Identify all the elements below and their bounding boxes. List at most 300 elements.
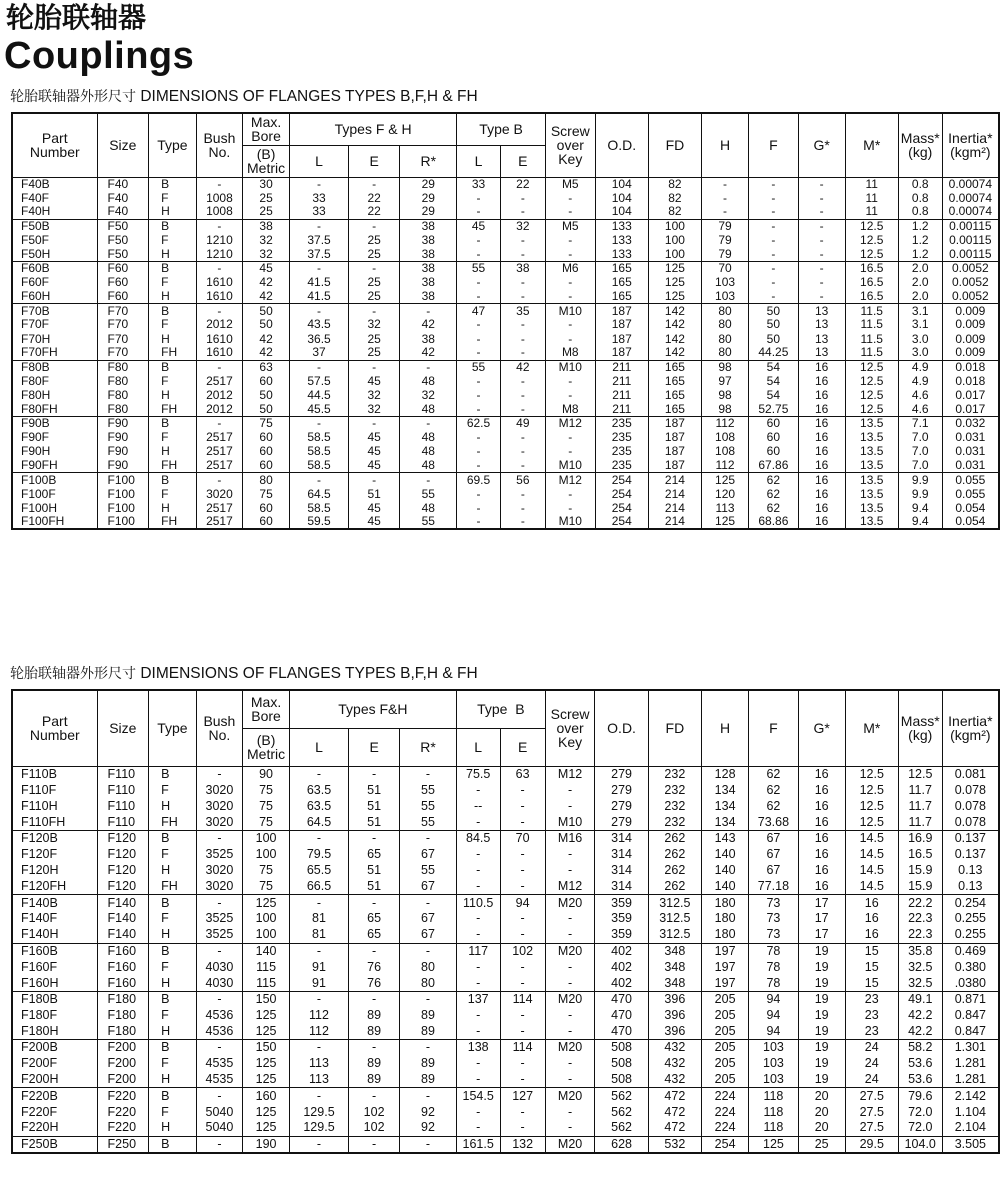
cell-fh-e: 51 xyxy=(349,879,400,895)
cell-part-number: F120F xyxy=(12,846,97,862)
cell-h: 197 xyxy=(702,943,749,959)
cell-fh-l: 44.5 xyxy=(289,388,348,402)
header-fh-l: L xyxy=(289,728,348,766)
cell-inertia: 0.00074 xyxy=(942,177,999,191)
cell-bush-no: - xyxy=(196,304,243,318)
cell-bore-metric: 50 xyxy=(243,318,290,332)
cell-g: 19 xyxy=(798,959,845,975)
cell-b-l: - xyxy=(457,374,500,388)
cell-b-l: - xyxy=(456,1104,500,1120)
cell-screw-over-key: M20 xyxy=(545,1088,595,1104)
cell-b-l: - xyxy=(456,1072,500,1088)
cell-od: 187 xyxy=(595,304,648,318)
cell-fh-r: 42 xyxy=(400,346,457,360)
cell-m: 27.5 xyxy=(845,1120,898,1136)
cell-size: F100 xyxy=(97,473,149,487)
table-row xyxy=(12,911,999,927)
cell-od: 211 xyxy=(595,388,648,402)
cell-bore-metric: 63 xyxy=(243,360,290,374)
cell-bore-metric: 32 xyxy=(243,233,290,247)
table-row xyxy=(12,332,999,346)
cell-screw-over-key: M10 xyxy=(545,360,595,374)
cell-size: F120 xyxy=(97,846,149,862)
cell-mass: 7.0 xyxy=(898,445,942,459)
cell-b-l: - xyxy=(456,1120,500,1136)
cell-fh-r: - xyxy=(400,417,457,431)
cell-od: 104 xyxy=(595,191,648,205)
dimensions-table xyxy=(11,689,1000,1154)
cell-size: F180 xyxy=(97,991,149,1007)
cell-b-e: - xyxy=(500,1072,545,1088)
cell-m: 12.5 xyxy=(845,798,898,814)
cell-type: F xyxy=(149,276,197,290)
header-part-number: Part Number xyxy=(12,690,97,766)
cell-bush-no: 1210 xyxy=(196,233,243,247)
cell-bush-no: 5040 xyxy=(196,1120,243,1136)
cell-type: B xyxy=(149,991,196,1007)
cell-fh-e: - xyxy=(349,219,400,233)
table-row xyxy=(12,262,999,276)
cell-part-number: F90H xyxy=(12,445,97,459)
cell-m: 13.5 xyxy=(845,501,898,515)
cell-type: H xyxy=(149,205,197,219)
cell-mass: 0.8 xyxy=(898,205,942,219)
cell-g: 16 xyxy=(798,846,845,862)
cell-fd: 348 xyxy=(648,959,701,975)
cell-bore-metric: 100 xyxy=(243,846,290,862)
cell-inertia: 1.281 xyxy=(942,1072,999,1088)
cell-fh-e: 45 xyxy=(349,445,400,459)
cell-inertia: 0.017 xyxy=(942,388,999,402)
cell-h: 140 xyxy=(702,879,749,895)
cell-b-l: - xyxy=(457,276,500,290)
cell-part-number: F220F xyxy=(12,1104,97,1120)
cell-od: 359 xyxy=(595,911,648,927)
table-row xyxy=(12,959,999,975)
cell-fd: 165 xyxy=(648,388,701,402)
cell-od: 165 xyxy=(595,290,648,304)
cell-screw-over-key: M8 xyxy=(545,346,595,360)
cell-od: 165 xyxy=(595,276,648,290)
cell-part-number: F80F xyxy=(12,374,97,388)
cell-b-e: - xyxy=(500,814,545,830)
cell-bore-metric: 115 xyxy=(243,975,290,991)
cell-part-number: F220H xyxy=(12,1120,97,1136)
header-bush-no: Bush No. xyxy=(196,113,243,177)
cell-fh-r: 29 xyxy=(400,177,457,191)
cell-type: FH xyxy=(149,403,197,417)
cell-g: 16 xyxy=(798,445,845,459)
cell-screw-over-key: M10 xyxy=(545,515,595,529)
cell-type: H xyxy=(149,927,196,943)
cell-od: 104 xyxy=(595,205,648,219)
cell-type: B xyxy=(149,360,197,374)
cell-mass: 11.7 xyxy=(898,814,942,830)
cell-type: F xyxy=(149,431,197,445)
cell-size: F180 xyxy=(97,1024,149,1040)
cell-od: 211 xyxy=(595,403,648,417)
cell-fh-e: 32 xyxy=(349,403,400,417)
cell-fh-l: 59.5 xyxy=(289,515,348,529)
cell-type: B xyxy=(149,177,197,191)
cell-h: 80 xyxy=(701,318,748,332)
cell-mass: 11.7 xyxy=(898,782,942,798)
table-row xyxy=(12,276,999,290)
cell-mass: 15.9 xyxy=(898,863,942,879)
cell-part-number: F110F xyxy=(12,782,97,798)
header-inertia: Inertia* (kgm²) xyxy=(942,690,999,766)
cell-b-l: - xyxy=(457,487,500,501)
cell-g: 19 xyxy=(798,1072,845,1088)
cell-mass: 4.9 xyxy=(898,360,942,374)
cell-g: 16 xyxy=(798,388,845,402)
cell-od: 254 xyxy=(595,473,648,487)
cell-fh-l: - xyxy=(289,1040,348,1056)
cell-fd: 232 xyxy=(648,798,701,814)
cell-screw-over-key: M12 xyxy=(545,473,595,487)
cell-h: 180 xyxy=(702,927,749,943)
cell-mass: 32.5 xyxy=(898,959,942,975)
cell-g: - xyxy=(798,262,845,276)
table-row xyxy=(12,830,999,846)
cell-mass: 58.2 xyxy=(898,1040,942,1056)
cell-b-l: - xyxy=(457,233,500,247)
cell-bush-no: - xyxy=(196,219,243,233)
cell-m: 23 xyxy=(845,1024,898,1040)
cell-f: 67 xyxy=(749,863,798,879)
table-row xyxy=(12,1104,999,1120)
cell-m: 14.5 xyxy=(845,879,898,895)
cell-fh-l: 57.5 xyxy=(289,374,348,388)
cell-type: B xyxy=(149,304,197,318)
table-row xyxy=(12,1056,999,1072)
cell-b-e: - xyxy=(500,863,545,879)
cell-screw-over-key: M8 xyxy=(545,403,595,417)
cell-size: F220 xyxy=(97,1120,149,1136)
cell-od: 279 xyxy=(595,798,648,814)
cell-fh-e: - xyxy=(349,830,400,846)
cell-b-e: 102 xyxy=(500,943,545,959)
cell-fh-r: 48 xyxy=(400,403,457,417)
cell-mass: 0.8 xyxy=(898,191,942,205)
cell-m: 16.5 xyxy=(845,276,898,290)
cell-type: FH xyxy=(149,459,197,473)
cell-bore-metric: 50 xyxy=(243,304,290,318)
cell-fh-r: - xyxy=(400,830,457,846)
cell-mass: 42.2 xyxy=(898,1024,942,1040)
table-row xyxy=(12,191,999,205)
cell-mass: 7.0 xyxy=(898,431,942,445)
cell-mass: 0.8 xyxy=(898,177,942,191)
cell-bush-no: 4030 xyxy=(196,959,243,975)
cell-size: F100 xyxy=(97,487,149,501)
cell-h: 80 xyxy=(701,332,748,346)
cell-size: F80 xyxy=(97,388,149,402)
cell-b-e: - xyxy=(500,1120,545,1136)
cell-od: 562 xyxy=(595,1088,648,1104)
cell-f: 50 xyxy=(749,304,798,318)
cell-fh-r: 80 xyxy=(400,959,457,975)
cell-fh-l: - xyxy=(289,766,348,782)
cell-fd: 187 xyxy=(648,431,701,445)
cell-mass: 53.6 xyxy=(898,1056,942,1072)
cell-fh-r: 55 xyxy=(400,814,457,830)
cell-m: 12.5 xyxy=(845,403,898,417)
cell-size: F70 xyxy=(97,332,149,346)
table-caption-chinese: 轮胎联轴器外形尺寸 xyxy=(10,89,136,105)
cell-fh-l: 33 xyxy=(289,205,348,219)
cell-bush-no: 2012 xyxy=(196,403,243,417)
cell-fd: 142 xyxy=(648,332,701,346)
cell-screw-over-key: - xyxy=(545,846,595,862)
cell-size: F220 xyxy=(97,1088,149,1104)
cell-h: 143 xyxy=(702,830,749,846)
cell-size: F200 xyxy=(97,1056,149,1072)
cell-fh-r: - xyxy=(400,1088,457,1104)
cell-b-e: - xyxy=(500,1007,545,1023)
cell-b-l: 110.5 xyxy=(456,895,500,911)
cell-inertia: .0380 xyxy=(942,975,999,991)
cell-size: F50 xyxy=(97,247,149,261)
cell-fh-l: 58.5 xyxy=(289,459,348,473)
cell-b-l: 84.5 xyxy=(456,830,500,846)
cell-od: 359 xyxy=(595,927,648,943)
cell-part-number: F100FH xyxy=(12,515,97,529)
cell-fh-l: 37.5 xyxy=(289,247,348,261)
cell-type: H xyxy=(149,332,197,346)
cell-size: F120 xyxy=(97,879,149,895)
cell-m: 12.5 xyxy=(845,388,898,402)
cell-m: 12.5 xyxy=(845,766,898,782)
cell-fh-r: - xyxy=(400,943,457,959)
cell-part-number: F60H xyxy=(12,290,97,304)
cell-fh-r: 67 xyxy=(400,846,457,862)
cell-od: 402 xyxy=(595,959,648,975)
cell-od: 508 xyxy=(595,1040,648,1056)
cell-fh-e: 32 xyxy=(349,318,400,332)
cell-od: 279 xyxy=(595,766,648,782)
cell-b-e: - xyxy=(500,1024,545,1040)
cell-size: F80 xyxy=(97,374,149,388)
cell-m: 16 xyxy=(845,895,898,911)
cell-size: F110 xyxy=(97,782,149,798)
cell-fh-e: 25 xyxy=(349,276,400,290)
cell-g: - xyxy=(798,177,845,191)
cell-h: 134 xyxy=(702,814,749,830)
cell-fh-e: - xyxy=(349,943,400,959)
cell-fh-e: - xyxy=(349,360,400,374)
cell-b-e: - xyxy=(500,1104,545,1120)
cell-bore-metric: 190 xyxy=(243,1136,290,1153)
cell-b-e: - xyxy=(500,191,545,205)
cell-b-l: - xyxy=(457,431,500,445)
cell-m: 11.5 xyxy=(845,332,898,346)
cell-fh-e: 25 xyxy=(349,332,400,346)
cell-m: 24 xyxy=(845,1056,898,1072)
cell-size: F200 xyxy=(97,1040,149,1056)
cell-inertia: 0.009 xyxy=(942,304,999,318)
cell-g: 19 xyxy=(798,1024,845,1040)
cell-b-l: - xyxy=(456,911,500,927)
cell-size: F220 xyxy=(97,1104,149,1120)
cell-type: B xyxy=(149,262,197,276)
header-b-metric: (B) Metric xyxy=(243,145,290,177)
cell-m: 13.5 xyxy=(845,445,898,459)
cell-type: F xyxy=(149,782,196,798)
cell-fh-e: 25 xyxy=(349,290,400,304)
cell-screw-over-key: - xyxy=(545,431,595,445)
cell-od: 314 xyxy=(595,863,648,879)
cell-mass: 2.0 xyxy=(898,276,942,290)
cell-od: 187 xyxy=(595,318,648,332)
cell-type: B xyxy=(149,1040,196,1056)
cell-b-l: - xyxy=(456,1007,500,1023)
cell-bore-metric: 75 xyxy=(243,487,290,501)
cell-inertia: 0.031 xyxy=(942,459,999,473)
cell-mass: 9.4 xyxy=(898,515,942,529)
cell-screw-over-key: - xyxy=(545,782,595,798)
cell-size: F160 xyxy=(97,975,149,991)
cell-b-e: 22 xyxy=(500,177,545,191)
cell-size: F50 xyxy=(97,219,149,233)
cell-bush-no: 2517 xyxy=(196,445,243,459)
header-type: Type xyxy=(149,690,196,766)
cell-fh-l: 63.5 xyxy=(289,782,348,798)
cell-fh-r: - xyxy=(400,1040,457,1056)
cell-f: 78 xyxy=(749,943,798,959)
cell-mass: 3.0 xyxy=(898,346,942,360)
cell-inertia: 0.0052 xyxy=(942,276,999,290)
cell-h: - xyxy=(701,177,748,191)
cell-b-l: - xyxy=(457,205,500,219)
cell-type: FH xyxy=(149,814,196,830)
cell-od: 402 xyxy=(595,975,648,991)
cell-screw-over-key: - xyxy=(545,276,595,290)
cell-bore-metric: 30 xyxy=(243,177,290,191)
cell-bush-no: - xyxy=(196,766,243,782)
cell-bush-no: 3020 xyxy=(196,863,243,879)
header-b-e: E xyxy=(500,145,545,177)
cell-b-e: 56 xyxy=(500,473,545,487)
cell-fd: 82 xyxy=(648,177,701,191)
cell-type: F xyxy=(149,846,196,862)
cell-f: 78 xyxy=(749,959,798,975)
cell-size: F40 xyxy=(97,177,149,191)
cell-f: - xyxy=(749,247,798,261)
cell-type: H xyxy=(149,1024,196,1040)
cell-m: 11 xyxy=(845,177,898,191)
cell-fh-r: 48 xyxy=(400,445,457,459)
table-row xyxy=(12,445,999,459)
cell-mass: 104.0 xyxy=(898,1136,942,1153)
cell-part-number: F200B xyxy=(12,1040,97,1056)
cell-b-l: 55 xyxy=(457,360,500,374)
table-row xyxy=(12,943,999,959)
cell-b-e: 70 xyxy=(500,830,545,846)
cell-g: 16 xyxy=(798,766,845,782)
cell-m: 16 xyxy=(845,911,898,927)
cell-b-e: 35 xyxy=(500,304,545,318)
cell-f: 125 xyxy=(749,1136,798,1153)
cell-bush-no: 3020 xyxy=(196,814,243,830)
header-m: M* xyxy=(845,690,898,766)
cell-b-l: - xyxy=(457,247,500,261)
cell-size: F60 xyxy=(97,290,149,304)
cell-inertia: 0.254 xyxy=(942,895,999,911)
cell-type: B xyxy=(149,1136,196,1153)
cell-od: 359 xyxy=(595,895,648,911)
cell-b-l: - xyxy=(457,318,500,332)
cell-part-number: F110B xyxy=(12,766,97,782)
cell-size: F140 xyxy=(97,927,149,943)
table-row xyxy=(12,991,999,1007)
table-row xyxy=(12,205,999,219)
cell-fh-e: 51 xyxy=(349,782,400,798)
cell-g: 25 xyxy=(798,1136,845,1153)
cell-fd: 142 xyxy=(648,318,701,332)
cell-h: 134 xyxy=(702,782,749,798)
cell-screw-over-key: M12 xyxy=(545,766,595,782)
cell-b-l: 45 xyxy=(457,219,500,233)
cell-type: F xyxy=(149,318,197,332)
cell-fh-e: - xyxy=(349,766,400,782)
cell-fd: 472 xyxy=(648,1120,701,1136)
cell-screw-over-key: - xyxy=(545,318,595,332)
cell-part-number: F120H xyxy=(12,863,97,879)
cell-m: 12.5 xyxy=(845,233,898,247)
cell-fh-r: - xyxy=(400,360,457,374)
cell-g: 16 xyxy=(798,360,845,374)
cell-bore-metric: 45 xyxy=(243,262,290,276)
cell-fh-e: 89 xyxy=(349,1056,400,1072)
cell-fh-r: 92 xyxy=(400,1104,457,1120)
cell-size: F160 xyxy=(97,943,149,959)
header-screw-over-key: Screw over Key xyxy=(545,113,595,177)
cell-mass: 4.6 xyxy=(898,403,942,417)
cell-fd: 262 xyxy=(648,879,701,895)
cell-g: 16 xyxy=(798,782,845,798)
cell-screw-over-key: - xyxy=(545,374,595,388)
cell-od: 402 xyxy=(595,943,648,959)
cell-h: 197 xyxy=(702,959,749,975)
table-caption xyxy=(10,88,478,106)
cell-type: B xyxy=(149,766,196,782)
cell-mass: 2.0 xyxy=(898,290,942,304)
cell-h: 79 xyxy=(701,247,748,261)
cell-type: H xyxy=(149,247,197,261)
cell-inertia: 0.255 xyxy=(942,927,999,943)
cell-g: 16 xyxy=(798,374,845,388)
cell-inertia: 0.054 xyxy=(942,515,999,529)
cell-h: 205 xyxy=(702,991,749,1007)
cell-m: 23 xyxy=(845,1007,898,1023)
cell-screw-over-key: - xyxy=(545,1024,595,1040)
cell-bush-no: 2517 xyxy=(196,501,243,515)
cell-f: 62 xyxy=(749,473,798,487)
cell-od: 314 xyxy=(595,879,648,895)
cell-part-number: F90F xyxy=(12,431,97,445)
table-row xyxy=(12,177,999,191)
cell-type: B xyxy=(149,219,197,233)
cell-screw-over-key: M5 xyxy=(545,177,595,191)
cell-inertia: 0.380 xyxy=(942,959,999,975)
cell-part-number: F40B xyxy=(12,177,97,191)
cell-g: 16 xyxy=(798,431,845,445)
cell-b-l: - xyxy=(457,290,500,304)
cell-bush-no: - xyxy=(196,943,243,959)
cell-part-number: F140F xyxy=(12,911,97,927)
table-row xyxy=(12,403,999,417)
